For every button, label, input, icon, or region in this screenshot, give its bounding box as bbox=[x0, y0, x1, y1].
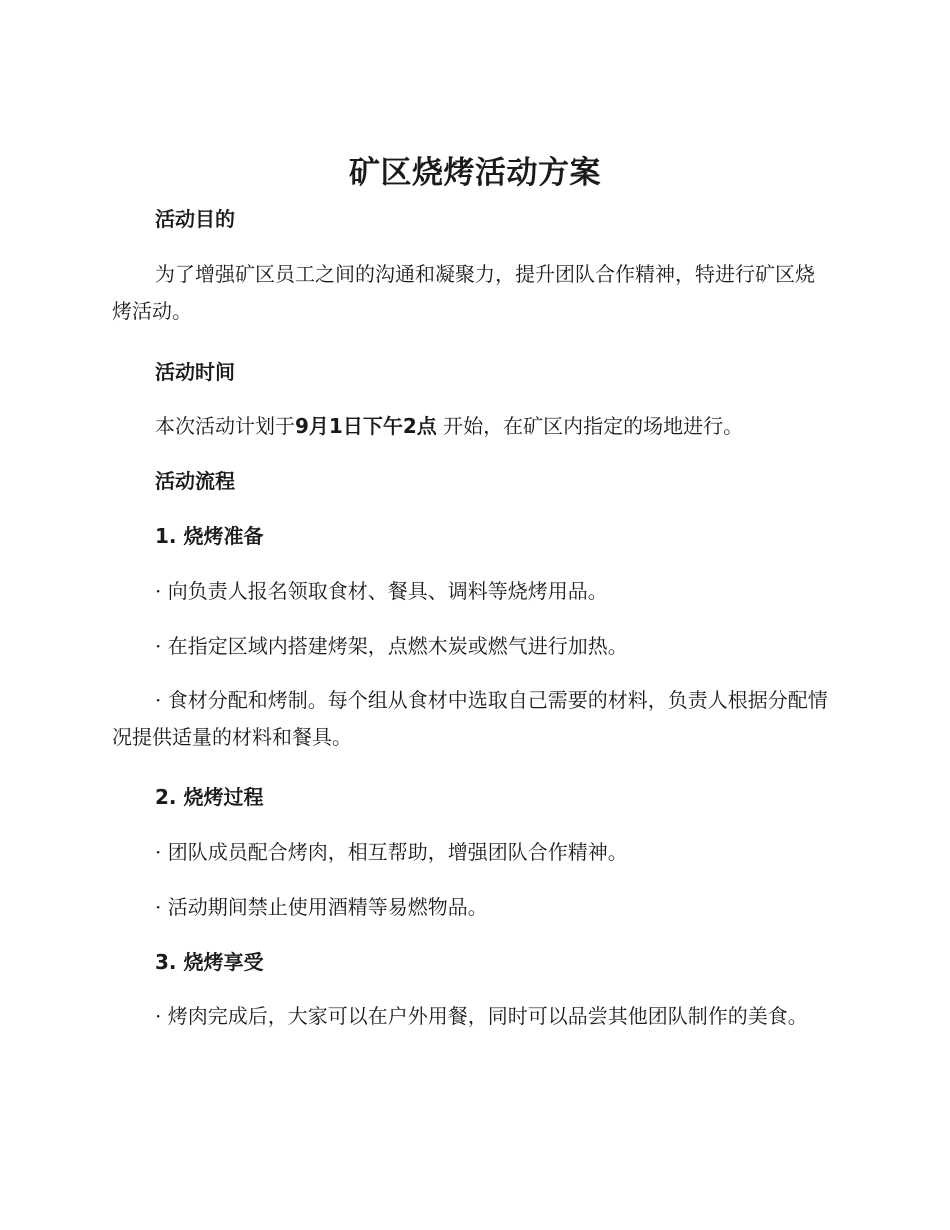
paragraph-time bbox=[112, 408, 832, 445]
subheading-bbq: 2. 烧烤过程 bbox=[155, 785, 264, 809]
list-item: · 食材分配和烤制。每个组从食材中选取自己需要的材料，负责人根据分配情况提供适量的材料和餐具。 bbox=[112, 688, 828, 749]
heading-process: 活动流程 bbox=[155, 469, 235, 493]
time-emphasis: 9月1日下午2点 bbox=[295, 414, 437, 438]
heading-time: 活动时间 bbox=[155, 360, 235, 384]
subheading-prep: 1. 烧烤准备 bbox=[155, 524, 264, 548]
time-text-after: 开始，在矿区内指定的场地进行。 bbox=[436, 414, 744, 438]
page-title: 矿区烧烤活动方案 bbox=[349, 155, 601, 191]
list-item: · 活动期间禁止使用酒精等易燃物品。 bbox=[155, 895, 488, 919]
list-item: · 团队成员配合烤肉，相互帮助，增强团队合作精神。 bbox=[155, 840, 628, 864]
list-item: · 向负责人报名领取食材、餐具、调料等烧烤用品。 bbox=[155, 579, 608, 603]
heading-purpose: 活动目的 bbox=[155, 207, 235, 231]
list-item: · 在指定区域内搭建烤架，点燃木炭或燃气进行加热。 bbox=[155, 634, 628, 658]
time-text-before: 本次活动计划于 bbox=[155, 414, 295, 438]
subheading-enjoy: 3. 烧烤享受 bbox=[155, 950, 264, 974]
paragraph-purpose: 为了增强矿区员工之间的沟通和凝聚力，提升团队合作精神，特进行矿区烧烤活动。 bbox=[112, 262, 815, 323]
list-item: · 烤肉完成后，大家可以在户外用餐，同时可以品尝其他团队制作的美食。 bbox=[155, 1004, 808, 1028]
